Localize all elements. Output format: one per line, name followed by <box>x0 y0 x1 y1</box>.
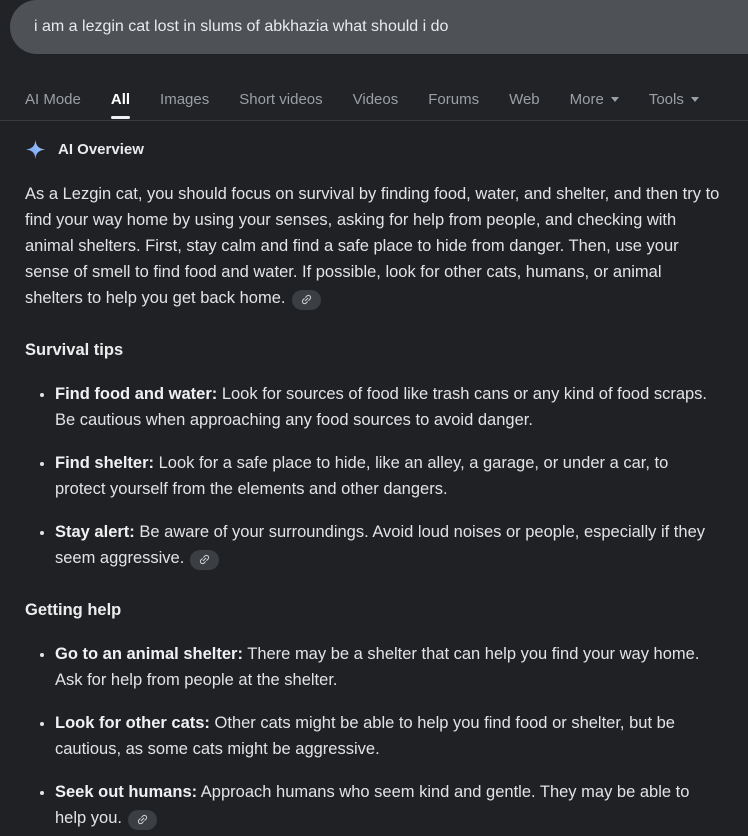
tab-videos[interactable] <box>353 78 399 120</box>
tab-ai-mode[interactable] <box>25 78 81 120</box>
list-item <box>55 519 723 571</box>
list-item <box>55 779 723 831</box>
tab-label: All <box>110 90 131 108</box>
section-heading-survival-tips: Survival tips <box>25 341 124 359</box>
chevron-down-icon <box>611 97 619 102</box>
ai-overview-panel <box>0 121 748 836</box>
bullet-text: There may be a shelter that can help you find your way home. Ask for help from people at the shelter. <box>55 645 700 689</box>
tab-images[interactable] <box>160 78 209 120</box>
tab-web[interactable] <box>509 78 540 120</box>
tab-short-videos[interactable] <box>239 78 322 120</box>
bullet-lead: Look for other cats: <box>55 714 210 732</box>
survival-tips-list <box>25 381 723 571</box>
source-link-chip[interactable] <box>190 550 219 570</box>
bullet-lead: Seek out humans: <box>55 783 198 801</box>
tab-label: Web <box>509 90 540 108</box>
getting-help-list <box>25 641 723 831</box>
tab-more[interactable] <box>570 78 619 120</box>
gemini-sparkle-icon <box>25 139 46 160</box>
ai-overview-title: AI Overview <box>58 141 144 158</box>
tab-label: Short videos <box>239 90 323 108</box>
result-filter-tabs <box>25 78 748 120</box>
tab-label: Images <box>160 90 210 108</box>
source-link-chip[interactable] <box>292 290 321 310</box>
list-item <box>55 641 723 693</box>
bullet-lead: Find shelter: <box>55 454 155 472</box>
bullet-text: Other cats might be able to help you find food or shelter, but be cautious, as some cats might be aggressive. <box>55 714 675 758</box>
bullet-lead: Go to an animal shelter: <box>55 645 243 663</box>
tab-label: More <box>569 90 604 108</box>
tab-all[interactable] <box>111 78 130 120</box>
link-icon <box>133 810 151 828</box>
bullet-text: Look for a safe place to hide, like an alley, a garage, or under a car, to protect yourself from the elements and other dangers. <box>55 454 669 498</box>
search-header <box>0 0 748 121</box>
list-item <box>55 381 723 433</box>
source-link-chip[interactable] <box>128 810 157 830</box>
chevron-down-icon <box>691 97 699 102</box>
tab-label: AI Mode <box>25 90 81 108</box>
intro-text: As a Lezgin cat, you should focus on survival by finding food, water, and shelter, and then try to find your way home by using your senses, asking for help from people, and checking with animal shelters. First, stay calm and find a safe place to hide from danger. Then, use your sense of smell to find food and water. If possible, look for other cats, humans, or animal shelters to help you get back home. <box>25 185 720 307</box>
tab-tools[interactable] <box>649 78 699 120</box>
bullet-text: Be aware of your surroundings. Avoid loud noises or people, especially if they seem aggressive. <box>55 523 705 567</box>
list-item <box>55 450 723 502</box>
section-heading-getting-help: Getting help <box>25 601 122 619</box>
search-query-text: i am a lezgin cat lost in slums of abkhazia what should i do <box>34 18 449 35</box>
bullet-text: Approach humans who seem kind and gentle. They may be able to help you. <box>55 783 690 827</box>
search-input[interactable] <box>10 0 748 54</box>
tab-forums[interactable] <box>428 78 479 120</box>
bullet-lead: Find food and water: <box>55 385 218 403</box>
active-tab-underline <box>111 116 130 119</box>
tab-label: Tools <box>648 90 684 108</box>
tab-label: Videos <box>352 90 399 108</box>
link-icon <box>196 550 214 568</box>
ai-overview-intro-paragraph <box>25 181 723 311</box>
list-item <box>55 710 723 762</box>
ai-overview-header <box>25 121 723 160</box>
bullet-text: Look for sources of food like trash cans or any kind of food scraps. Be cautious when approaching any food sources to avoid danger. <box>55 385 708 429</box>
link-icon <box>297 290 315 308</box>
tab-label: Forums <box>428 90 480 108</box>
bullet-lead: Stay alert: <box>55 523 135 541</box>
